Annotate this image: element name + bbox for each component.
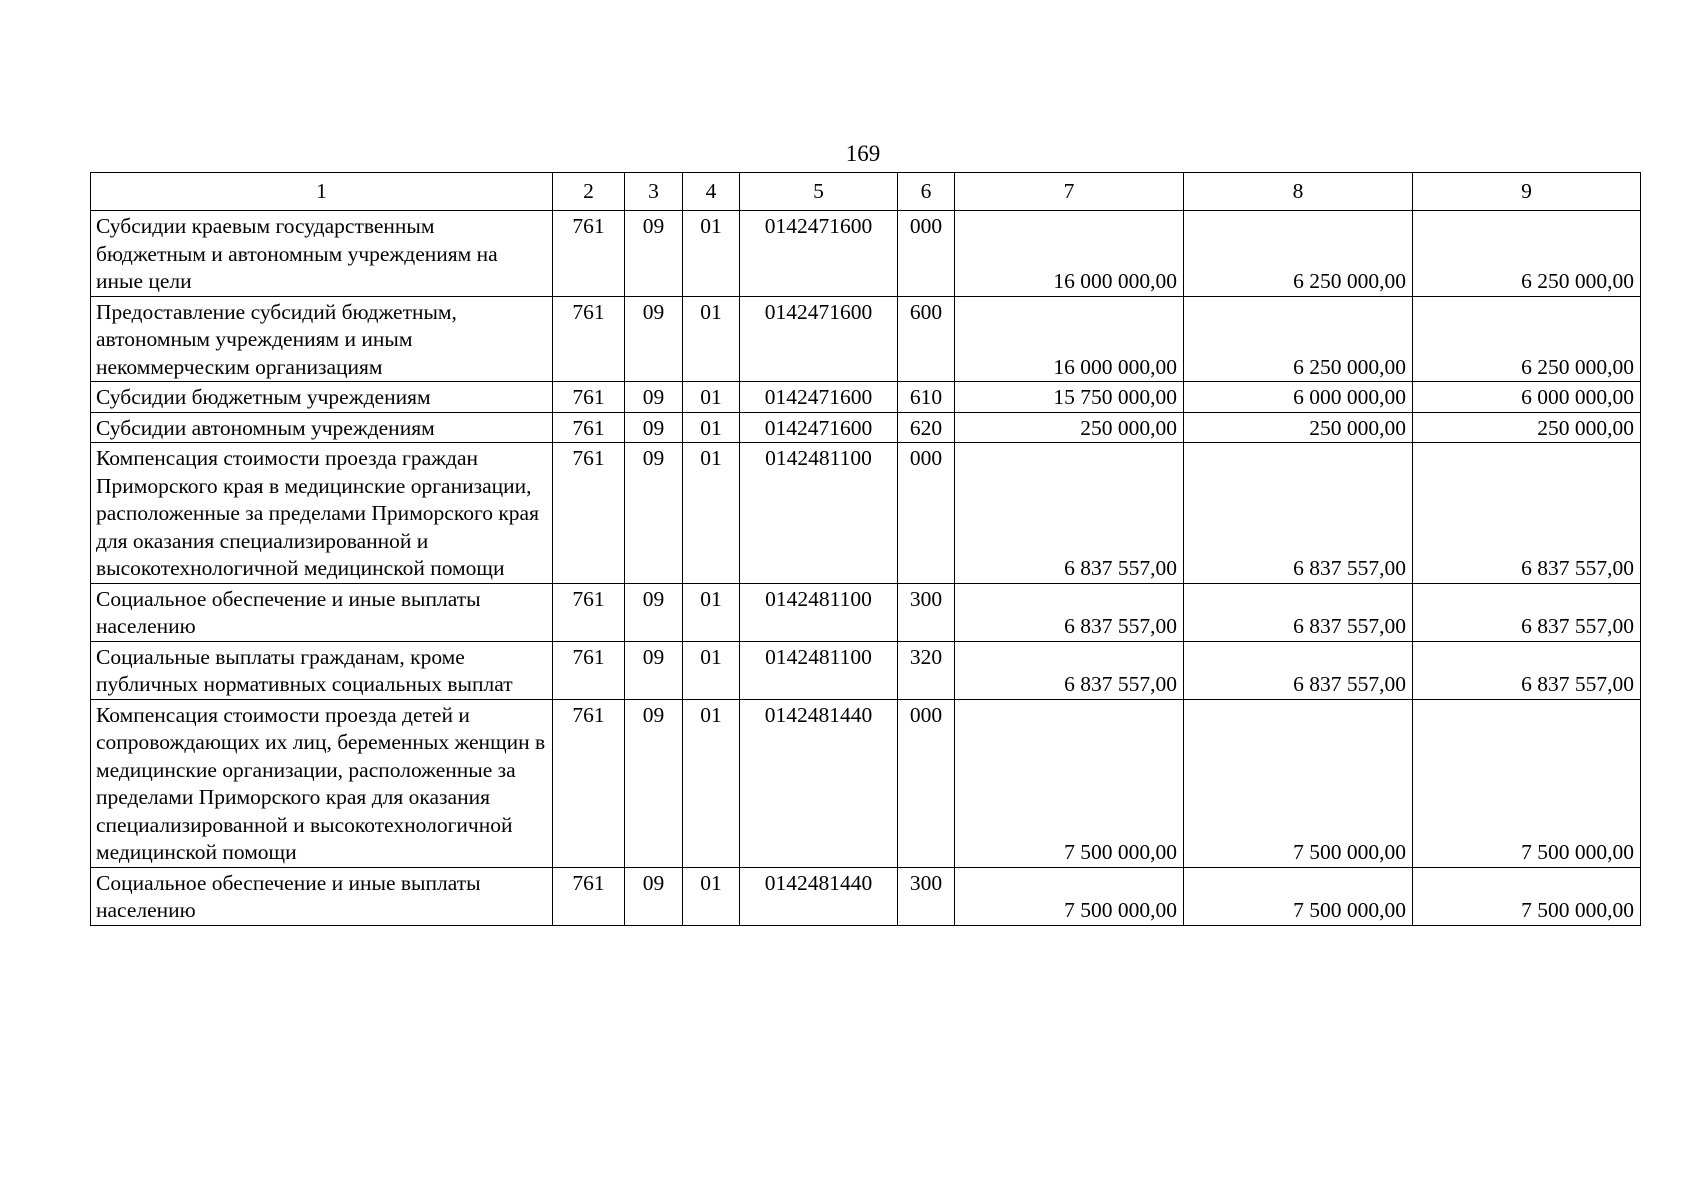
row-code-6: 300 — [898, 583, 955, 641]
row-code-3: 09 — [625, 641, 683, 699]
row-sum-7: 7 500 000,00 — [955, 867, 1184, 925]
row-code-4: 01 — [683, 583, 740, 641]
row-name: Социальные выплаты гражданам, кроме публичных нормативных социальных выплат — [91, 641, 553, 699]
row-code-4: 01 — [683, 412, 740, 443]
row-sum-8: 6 000 000,00 — [1184, 382, 1413, 413]
page-number: 169 — [845, 141, 881, 166]
row-sum-7: 6 837 557,00 — [955, 583, 1184, 641]
row-sum-9: 7 500 000,00 — [1413, 867, 1641, 925]
table-body — [91, 211, 1641, 926]
row-code-3: 09 — [625, 443, 683, 584]
row-sum-7: 15 750 000,00 — [955, 382, 1184, 413]
row-code-4: 01 — [683, 443, 740, 584]
row-sum-9: 6 837 557,00 — [1413, 583, 1641, 641]
table-row — [91, 867, 1641, 925]
header-col-8: 8 — [1184, 173, 1413, 211]
row-name: Социальное обеспечение и иные выплаты населению — [91, 583, 553, 641]
row-name: Компенсация стоимости проезда детей и сопровождающих их лиц, беременных женщин в медицинские организации, расположенные за пределами Приморского края для оказания специализированной и высокотехнологичной медицинской помощи — [91, 699, 553, 867]
row-code-6: 610 — [898, 382, 955, 413]
row-code-2: 761 — [553, 699, 625, 867]
header-col-4: 4 — [683, 173, 740, 211]
row-sum-8: 7 500 000,00 — [1184, 867, 1413, 925]
row-code-6: 600 — [898, 296, 955, 382]
table-row — [91, 699, 1641, 867]
row-sum-8: 6 837 557,00 — [1184, 583, 1413, 641]
row-code-6: 000 — [898, 443, 955, 584]
table-row — [91, 583, 1641, 641]
row-code-5: 0142471600 — [740, 296, 898, 382]
row-code-2: 761 — [553, 583, 625, 641]
row-code-2: 761 — [553, 296, 625, 382]
row-code-2: 761 — [553, 211, 625, 297]
row-code-5: 0142481100 — [740, 641, 898, 699]
row-name: Предоставление субсидий бюджетным, автономным учреждениям и иным некоммерческим организациям — [91, 296, 553, 382]
row-code-6: 620 — [898, 412, 955, 443]
table-row — [91, 443, 1641, 584]
row-code-6: 300 — [898, 867, 955, 925]
row-code-4: 01 — [683, 296, 740, 382]
row-sum-7: 6 837 557,00 — [955, 443, 1184, 584]
header-col-5: 5 — [740, 173, 898, 211]
row-sum-9: 6 250 000,00 — [1413, 296, 1641, 382]
row-code-2: 761 — [553, 641, 625, 699]
row-code-5: 0142481440 — [740, 699, 898, 867]
table-header-row — [91, 173, 1641, 211]
row-sum-8: 250 000,00 — [1184, 412, 1413, 443]
table-row — [91, 641, 1641, 699]
row-code-3: 09 — [625, 211, 683, 297]
row-code-6: 000 — [898, 699, 955, 867]
row-code-6: 320 — [898, 641, 955, 699]
row-code-3: 09 — [625, 867, 683, 925]
row-code-2: 761 — [553, 412, 625, 443]
row-name: Субсидии бюджетным учреждениям — [91, 382, 553, 413]
row-sum-7: 6 837 557,00 — [955, 641, 1184, 699]
header-col-3: 3 — [625, 173, 683, 211]
row-code-2: 761 — [553, 443, 625, 584]
row-code-5: 0142471600 — [740, 412, 898, 443]
row-code-3: 09 — [625, 382, 683, 413]
row-code-3: 09 — [625, 699, 683, 867]
row-sum-7: 16 000 000,00 — [955, 296, 1184, 382]
header-col-2: 2 — [553, 173, 625, 211]
row-sum-8: 6 250 000,00 — [1184, 211, 1413, 297]
row-code-2: 761 — [553, 382, 625, 413]
row-code-3: 09 — [625, 296, 683, 382]
row-sum-9: 7 500 000,00 — [1413, 699, 1641, 867]
row-code-3: 09 — [625, 583, 683, 641]
row-code-4: 01 — [683, 641, 740, 699]
row-code-6: 000 — [898, 211, 955, 297]
table-row — [91, 211, 1641, 297]
row-sum-9: 6 250 000,00 — [1413, 211, 1641, 297]
header-col-9: 9 — [1413, 173, 1641, 211]
row-code-5: 0142471600 — [740, 211, 898, 297]
header-col-1: 1 — [91, 173, 553, 211]
row-code-5: 0142481100 — [740, 443, 898, 584]
row-sum-8: 6 837 557,00 — [1184, 443, 1413, 584]
row-name: Субсидии автономным учреждениям — [91, 412, 553, 443]
row-sum-7: 16 000 000,00 — [955, 211, 1184, 297]
row-sum-9: 250 000,00 — [1413, 412, 1641, 443]
row-code-2: 761 — [553, 867, 625, 925]
row-sum-7: 7 500 000,00 — [955, 699, 1184, 867]
row-sum-8: 6 250 000,00 — [1184, 296, 1413, 382]
row-code-4: 01 — [683, 867, 740, 925]
row-sum-9: 6 837 557,00 — [1413, 443, 1641, 584]
table-row — [91, 296, 1641, 382]
table-row — [91, 382, 1641, 413]
row-sum-9: 6 000 000,00 — [1413, 382, 1641, 413]
header-col-7: 7 — [955, 173, 1184, 211]
row-code-4: 01 — [683, 211, 740, 297]
header-col-6: 6 — [898, 173, 955, 211]
row-sum-8: 6 837 557,00 — [1184, 641, 1413, 699]
row-code-5: 0142481100 — [740, 583, 898, 641]
row-code-4: 01 — [683, 699, 740, 867]
row-sum-7: 250 000,00 — [955, 412, 1184, 443]
row-sum-8: 7 500 000,00 — [1184, 699, 1413, 867]
row-name: Компенсация стоимости проезда граждан Приморского края в медицинские организации, расположенные за пределами Приморского края для оказания специализированной и высокотехнологичной медицинской помощи — [91, 443, 553, 584]
row-code-3: 09 — [625, 412, 683, 443]
row-name: Социальное обеспечение и иные выплаты населению — [91, 867, 553, 925]
row-code-4: 01 — [683, 382, 740, 413]
budget-table — [90, 172, 1641, 926]
row-code-5: 0142481440 — [740, 867, 898, 925]
table-row — [91, 412, 1641, 443]
row-sum-9: 6 837 557,00 — [1413, 641, 1641, 699]
row-code-5: 0142471600 — [740, 382, 898, 413]
row-name: Субсидии краевым государственным бюджетным и автономным учреждениям на иные цели — [91, 211, 553, 297]
